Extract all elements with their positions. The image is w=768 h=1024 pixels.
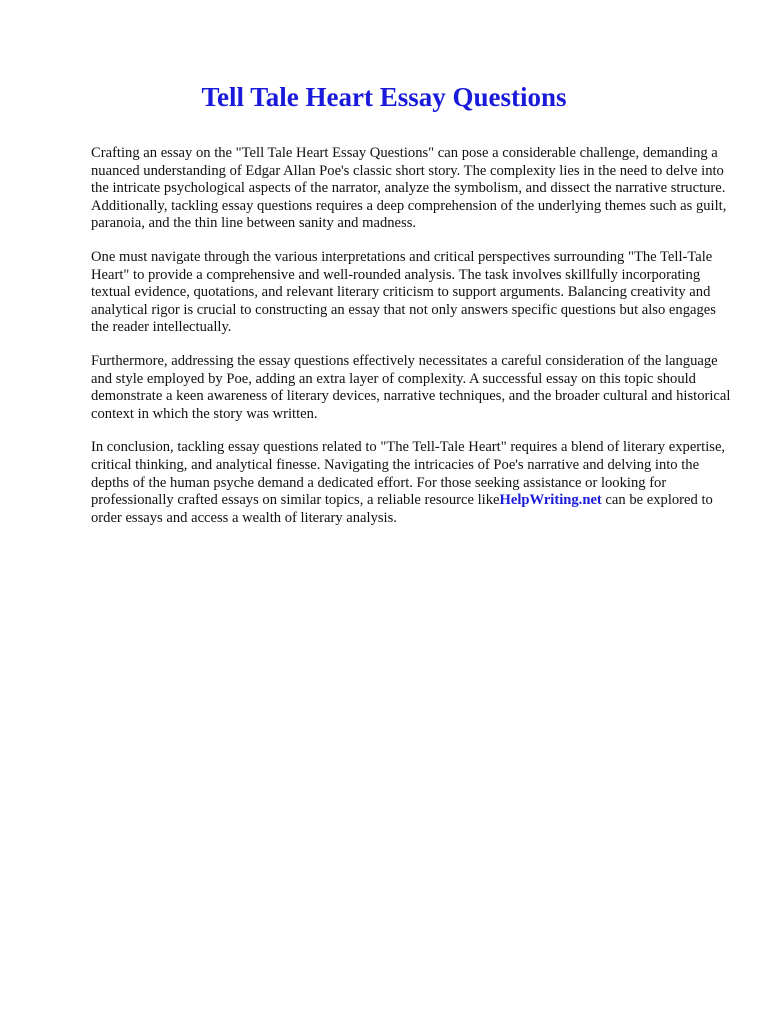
- helpwriting-link[interactable]: HelpWriting.net: [499, 492, 602, 509]
- paragraph-intro: Crafting an essay on the "Tell Tale Heart Essay Questions" can pose a considerable challenge, demanding a nuanced understanding of Edgar Allan Poe's classic short story. The complexity lies in the need to delve into the intricate psychological aspects of the narrator, analyze the symbolism, and dissect the narrative structure. Additionally, tackling essay questions requires a deep comprehension of the underlying themes such as guilt, paranoia, and the thin line between sanity and madness.: [91, 145, 727, 232]
- paragraph-conclusion: [91, 439, 731, 527]
- conclusion-text-end: can be explored to order essays and access a wealth of literary analysis.: [91, 492, 713, 526]
- page-title: Tell Tale Heart Essay Questions: [201, 82, 567, 112]
- paragraph-language-style: Furthermore, addressing the essay questions effectively necessitates a careful consideration of the language and style employed by Poe, adding an extra layer of complexity. A successful essay on this topic should demonstrate a keen awareness of literary devices, narrative techniques, and the broader cultural and historical context in which the story was written.: [91, 352, 731, 422]
- paragraph-interpretations: One must navigate through the various interpretations and critical perspectives surrounding "The Tell-Tale Heart" to provide a comprehensive and well-rounded analysis. The task involves skillfully incorporating textual evidence, quotations, and relevant literary criticism to support arguments. Balancing creativity and analytical rigor is crucial to constructing an essay that not only answers specific questions but also engages the reader intellectually.: [91, 248, 716, 336]
- document-body: [91, 145, 731, 543]
- conclusion-text: In conclusion, tackling essay questions related to "The Tell-Tale Heart" requires a blend of literary expertise, critical thinking, and analytical finesse. Navigating the intricacies of Poe's narrative and delving into the depths of the human psyche demand a dedicated effort. For those seeking assistance or looking for professionally crafted essays on similar topics, a reliable resource like: [91, 439, 726, 509]
